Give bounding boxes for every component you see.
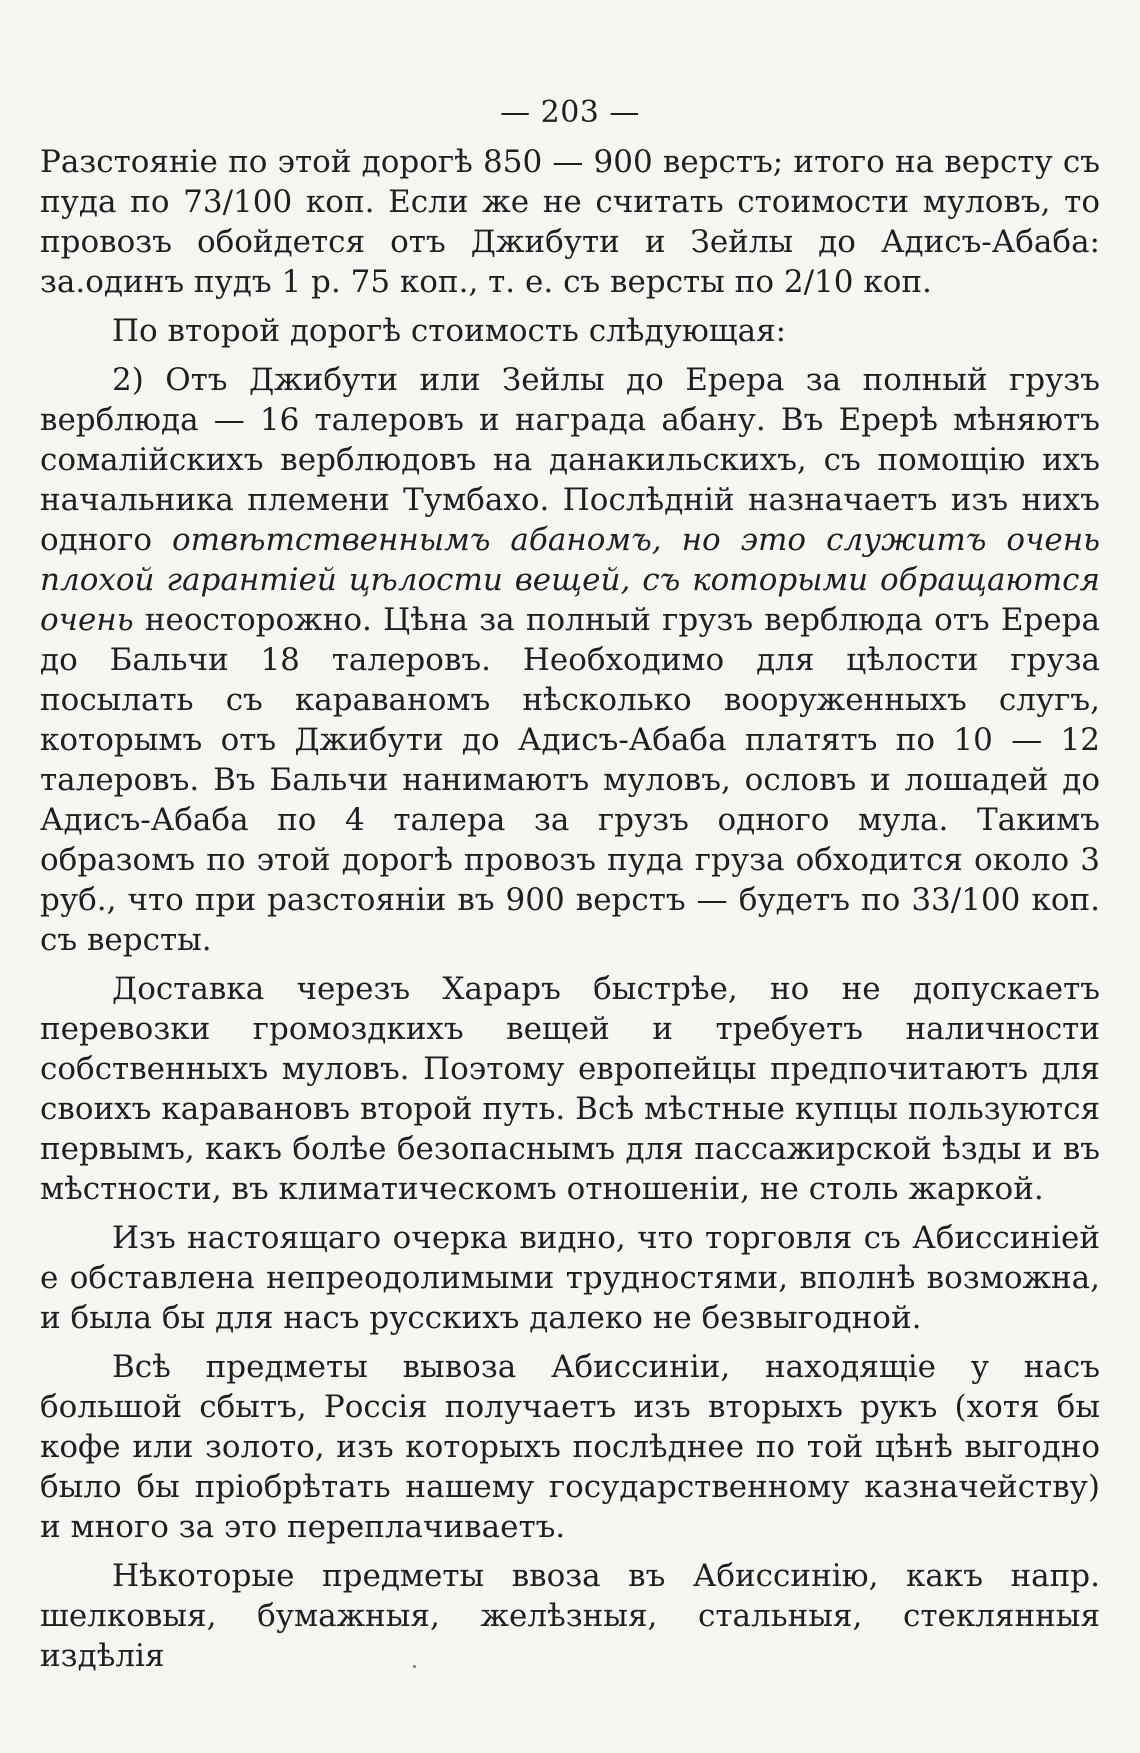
paragraph-p7: [40, 1556, 1100, 1676]
paragraph-italic-text: отвѣтственнымъ абаномъ, но это служитъ очень плохой гарантіей цѣлости вещей, съ которыми обращаются очень: [40, 522, 1101, 638]
paragraph-text: 2) Отъ Джибути или Зейлы до Ерера за полный грузъ верблюда — 16 талеровъ и награда абану. Въ Ерерѣ мѣняютъ сомалійскихъ верблюдовъ на данакильскихъ, съ помощію ихъ начальника племени Тумбахо. Послѣдній назначаетъ изъ нихъ одного: [40, 362, 1100, 558]
page-number: — 203 —: [500, 95, 640, 130]
paragraph-p3: [40, 360, 1100, 960]
ink-speck: [413, 1665, 416, 1668]
paragraph-p4: [40, 969, 1100, 1209]
paragraph-p6: [40, 1347, 1100, 1547]
paragraph-p2: [40, 311, 1100, 351]
paragraph-text: Разстояніе по этой дорогѣ 850 — 900 верстъ; итого на версту съ пуда по 73/100 коп. Если же не считать стоимости муловъ, то провозъ обойдется отъ Джибути и Зейлы до Адисъ-Абаба: за.одинъ пудъ 1 р. 75 коп., т. е. съ версты по 2/10 коп.: [40, 144, 1100, 300]
book-page: [40, 95, 1100, 1685]
paragraph-text: Доставка черезъ Хараръ быстрѣе, но не допускаетъ перевозки громоздкихъ вещей и требуетъ наличности собственныхъ муловъ. Поэтому европейцы предпочитаютъ для своихъ каравановъ второй путь. Всѣ мѣстные купцы пользуются первымъ, какъ болѣе безопаснымъ для пассажирской ѣзды и въ мѣстности, въ климатическомъ отношеніи, не столь жаркой.: [40, 971, 1100, 1207]
paragraph-text: Нѣкоторые предметы ввоза въ Абиссинію, какъ напр. шелковыя, бумажныя, желѣзныя, стальныя, стеклянныя издѣлія: [40, 1558, 1100, 1674]
paragraph-p1: [40, 142, 1100, 302]
paragraph-text: Изъ настоящаго очерка видно, что торговля съ Абиссиніей е обставлена непреодолимыми трудностями, вполнѣ возможна, и была бы для насъ русскихъ далеко не безвыгодной.: [40, 1220, 1100, 1336]
paragraph-p5: [40, 1218, 1100, 1338]
paragraph-text: По второй дорогѣ стоимость слѣдующая:: [112, 313, 787, 349]
paragraph-text: неосторожно. Цѣна за полный грузъ верблюда отъ Ерера до Бальчи 18 талеровъ. Необходимо для цѣлости груза посылать съ караваномъ нѣсколько вооруженныхъ слугъ, которымъ отъ Джибути до Адисъ-Абаба платятъ по 10 — 12 талеровъ. Въ Бальчи нанимаютъ муловъ, ословъ и лошадей до Адисъ-Абаба по 4 талера за грузъ одного мула. Такимъ образомъ по этой дорогѣ провозъ пуда груза обходится около 3 руб., что при разстояніи въ 900 верстъ — будетъ по 33/100 коп. съ версты.: [40, 602, 1100, 958]
paragraph-text: Всѣ предметы вывоза Абиссиніи, находящіе у насъ большой сбытъ, Россія получаетъ изъ вторыхъ рукъ (хотя бы кофе или золото, изъ которыхъ послѣднее по той цѣнѣ выгодно было бы пріобрѣтать нашему государственному казначейству) и много за это переплачиваетъ.: [40, 1349, 1100, 1545]
